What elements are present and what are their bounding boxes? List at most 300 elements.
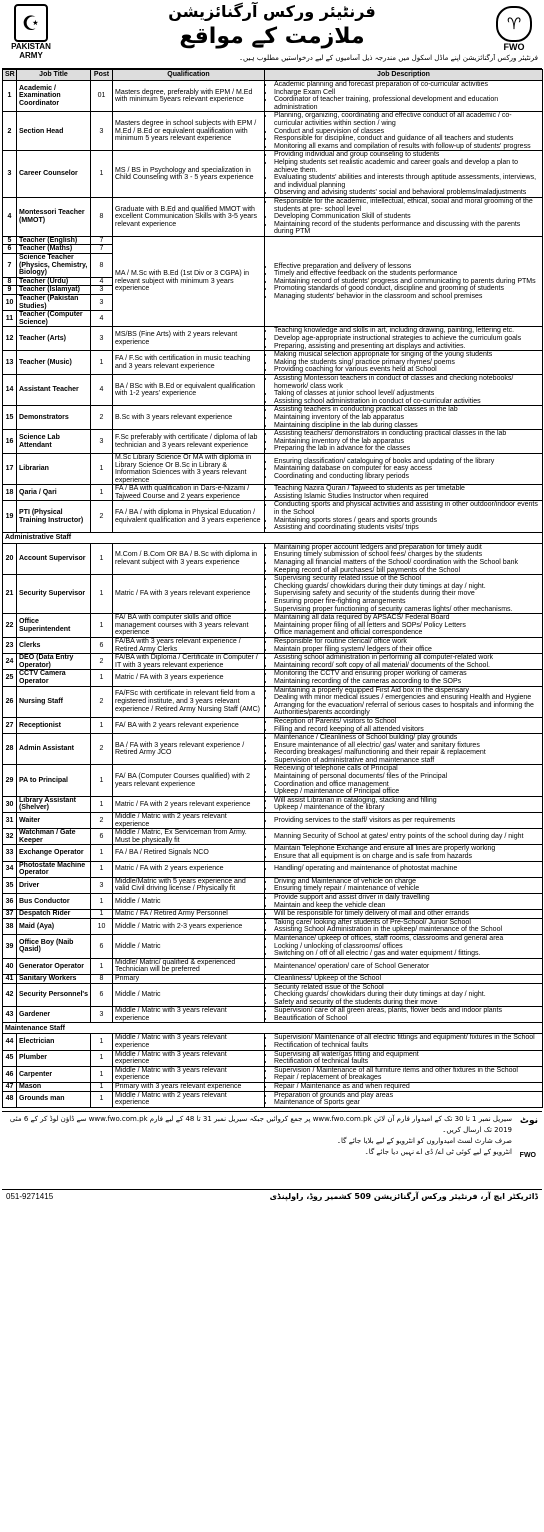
job-description-cell xyxy=(265,614,543,638)
job-title-cell: Mason xyxy=(17,1083,91,1092)
description-item: • Making musical selection appropriate for singing of the young students xyxy=(274,351,540,359)
sr-cell: 42 xyxy=(3,983,17,1007)
description-item: • Repair / replacement of breakages xyxy=(274,1074,540,1082)
job-description-cell xyxy=(265,197,543,236)
qualification-cell: Middle / Matric with 3 years relevant experience xyxy=(113,1034,265,1050)
note-label: نوٹ xyxy=(519,1115,538,1126)
description-item: • Timely and effective feedback on the students performance xyxy=(274,270,540,278)
description-list xyxy=(267,734,540,764)
description-item: • Assisting school administration in conduct of co-curricular activities xyxy=(274,398,540,406)
sr-cell: 31 xyxy=(3,813,17,829)
job-title-cell: Grounds man xyxy=(17,1091,91,1107)
description-item: • Recording breakages/ malfunctioning and their repair & replacement xyxy=(274,749,540,757)
description-item: • Driving and Maintenance of vehicle on charge xyxy=(274,878,540,886)
description-item: • Beautification of School xyxy=(274,1015,540,1023)
left-logo-caption: PAKISTAN ARMY xyxy=(11,42,51,60)
description-item: • Dealing with minor medical issues / emergencies and ensuring Health and Hygiene xyxy=(274,694,540,702)
qualification-cell: FA / BA / Retired Signals NCO xyxy=(113,845,265,861)
description-item: • Providing services to the staff/ visitors as per requirements xyxy=(274,817,540,825)
sr-cell: 38 xyxy=(3,918,17,934)
job-description-cell xyxy=(265,717,543,733)
table-row xyxy=(3,1050,543,1066)
sr-cell: 32 xyxy=(3,829,17,845)
table-row xyxy=(3,765,543,796)
job-title-cell: Section Head xyxy=(17,112,91,151)
job-description-cell xyxy=(265,1083,543,1092)
qualification-cell: M.Sc Library Science Or MA with diploma in Library Science Or B.Sc in Library & Information Sciences with 3 years relevant experience xyxy=(113,453,265,484)
post-count-cell: 6 xyxy=(91,934,113,958)
column-header: Job Description xyxy=(265,70,543,81)
description-item: • Conduct and supervision of classes xyxy=(274,128,540,136)
table-row xyxy=(3,1091,543,1107)
job-description-cell xyxy=(265,958,543,974)
job-title-cell: Assistant Teacher xyxy=(17,374,91,405)
job-description-cell xyxy=(265,406,543,430)
sr-cell: 5 xyxy=(3,236,17,245)
description-list xyxy=(267,833,540,841)
footer xyxy=(2,1111,542,1204)
description-list xyxy=(267,1034,540,1049)
sr-cell: 36 xyxy=(3,893,17,909)
pakistan-army-logo xyxy=(8,4,54,60)
sr-cell: 4 xyxy=(3,197,17,236)
description-item: • Ensure maintenance of all electric/ gas/ water and sanitary fixtures xyxy=(274,742,540,750)
description-list xyxy=(267,765,540,795)
description-item: • Security related issue of the School xyxy=(274,984,540,992)
description-item: • Ensuring classification/ cataloguing of books and updating of the library xyxy=(274,458,540,466)
table-row xyxy=(3,1034,543,1050)
description-item: • Providing individual and group counseling to students xyxy=(274,151,540,159)
description-item: • Supervision / Maintenance of all furniture items and other fixtures in the School xyxy=(274,1067,540,1075)
description-item: • Responsible for the academic, intellectual, ethical, social and moral grooming of the students at pre- school level xyxy=(274,198,540,213)
table-row xyxy=(3,974,543,983)
table-row xyxy=(3,1083,543,1092)
description-list xyxy=(267,654,540,669)
sr-cell: 8 xyxy=(3,277,17,286)
note-item: سیریل نمبر 1 تا 30 تک کے امیدوار فارم آن لائن www.fwo.com.pk پر جمع کروائیں جبکہ سیریل نمبر 31 تا 48 کے لیے فارم www.fwo.com.pk سے ڈاؤن لوڈ کر کے 6 مئی 2019 تک ارسال کریں۔ xyxy=(9,1114,512,1134)
job-title-cell: Career Counselor xyxy=(17,151,91,198)
job-description-cell xyxy=(265,934,543,958)
description-item: • Keeping record of all purchases/ bill payments of the School xyxy=(274,567,540,575)
post-count-cell: 01 xyxy=(91,81,113,112)
description-list xyxy=(267,544,540,574)
sr-cell: 39 xyxy=(3,934,17,958)
table-row xyxy=(3,351,543,375)
description-item: • Maintain proper filing system/ ledgers of their office xyxy=(274,646,540,654)
job-description-cell xyxy=(265,1034,543,1050)
qualification-cell: Primary with 3 years relevant experience xyxy=(113,1083,265,1092)
description-item: • Maintenance/ operation/ care of School Generator xyxy=(274,963,540,971)
job-description-cell xyxy=(265,236,543,327)
description-item: • Supervision of administrative and maintenance staff xyxy=(274,757,540,765)
description-item: • Ensuring timely repair / maintenance of vehicle xyxy=(274,885,540,893)
description-item: • Monitoring the CCTV and ensuring proper working of cameras xyxy=(274,670,540,678)
job-description-cell xyxy=(265,845,543,861)
job-title-cell: Nursing Staff xyxy=(17,686,91,717)
description-item: • Ensuring proper fire-fighting arrangements xyxy=(274,598,540,606)
job-title-cell: Clerks xyxy=(17,637,91,653)
qualification-cell: Graduate with B.Ed and qualified MMOT with excellent Communication Skills with 3-5 years relevant experience xyxy=(113,197,265,236)
section-heading: Maintenance Staff xyxy=(3,1023,543,1034)
job-title-cell: Teacher (Islamyat) xyxy=(17,286,91,295)
table-row xyxy=(3,861,543,877)
description-item: • Managing students' behavior in the classroom and school premises xyxy=(274,293,540,301)
sr-cell: 26 xyxy=(3,686,17,717)
post-count-cell: 3 xyxy=(91,430,113,454)
description-list xyxy=(267,351,540,374)
job-description-cell xyxy=(265,1066,543,1082)
sr-cell: 47 xyxy=(3,1083,17,1092)
job-description-cell xyxy=(265,686,543,717)
sr-cell: 28 xyxy=(3,734,17,765)
post-count-cell: 1 xyxy=(91,670,113,686)
description-item: • Assisting teachers/ demonstrators in conducting practical classes in the lab xyxy=(274,430,540,438)
job-description-cell xyxy=(265,670,543,686)
description-item: • Locking / unlocking of classrooms/ offices xyxy=(274,943,540,951)
description-item: • Filling and record keeping of all attended visitors xyxy=(274,726,540,734)
job-title-cell: PTI (Physical Training Instructor) xyxy=(17,501,91,532)
description-item: • Managing all financial matters of the School/ coordination with the School bank xyxy=(274,559,540,567)
description-item: • Supervising security related issue of the School xyxy=(274,575,540,583)
job-description-cell xyxy=(265,893,543,909)
post-count-cell: 8 xyxy=(91,254,113,278)
sr-cell: 41 xyxy=(3,974,17,983)
column-header: Post xyxy=(91,70,113,81)
section-heading: Administrative Staff xyxy=(3,532,543,543)
job-description-cell xyxy=(265,430,543,454)
description-item: • Developing Communication Skill of students xyxy=(274,213,540,221)
job-description-cell xyxy=(265,974,543,983)
table-row xyxy=(3,81,543,112)
description-item: • Coordination and office management xyxy=(274,781,540,789)
description-list xyxy=(267,263,540,301)
table-row xyxy=(3,406,543,430)
table-row xyxy=(3,796,543,812)
job-description-cell xyxy=(265,1050,543,1066)
description-item: • Incharge Exam Cell xyxy=(274,89,540,97)
table-row xyxy=(3,893,543,909)
post-count-cell: 6 xyxy=(91,637,113,653)
description-item: • Maintaining recording of the cameras according to the SOPs xyxy=(274,678,540,686)
sr-cell: 16 xyxy=(3,430,17,454)
post-count-cell: 1 xyxy=(91,845,113,861)
description-list xyxy=(267,1067,540,1082)
job-title-cell: Admin Assistant xyxy=(17,734,91,765)
qualification-cell: M.Com / B.Com OR BA / B.Sc with diploma in relevant subject with 3 years experience xyxy=(113,543,265,574)
post-count-cell: 2 xyxy=(91,406,113,430)
job-title-cell: Receptionist xyxy=(17,717,91,733)
address: ڈائریکٹر ایچ آر، فرنٹیئر ورکس آرگنائزیشن 509 کشمیر روڈ، راولپنڈی xyxy=(269,1192,538,1202)
sr-cell: 19 xyxy=(3,501,17,532)
table-row xyxy=(3,958,543,974)
organization-name: فرنٹیئر ورکس آرگنائزیشن xyxy=(168,2,376,21)
job-title-cell: Science Teacher (Physics, Chemistry, Biology) xyxy=(17,254,91,278)
description-item: • Responsible for discipline, conduct and guidance of all teachers and students xyxy=(274,135,540,143)
post-count-cell: 1 xyxy=(91,453,113,484)
description-list xyxy=(267,151,540,197)
header xyxy=(2,0,542,69)
description-item: • Repair / Maintenance as and when required xyxy=(274,1083,540,1091)
fwo-logo xyxy=(494,6,534,52)
description-item: • Manning Security of School at gates/ entry points of the school during day / night xyxy=(274,833,540,841)
qualification-cell: Masters degree in school subjects with EPM / M.Ed / B.Ed or equivalent qualification with minimum 5 years relevant experience xyxy=(113,112,265,151)
description-list xyxy=(267,984,540,1007)
job-title-cell: Librarian xyxy=(17,453,91,484)
table-row xyxy=(3,686,543,717)
sr-cell: 9 xyxy=(3,286,17,295)
post-count-cell: 1 xyxy=(91,351,113,375)
description-list xyxy=(267,817,540,825)
description-item: • Preparing, assisting and presenting art displays and activities. xyxy=(274,343,540,351)
description-item: • Reception of Parents/ visitors to School xyxy=(274,718,540,726)
post-count-cell: 3 xyxy=(91,327,113,351)
description-item: • Helping students set realistic academic and career goals and develop a plan to achieve them. xyxy=(274,159,540,174)
table-row xyxy=(3,813,543,829)
post-count-cell: 3 xyxy=(91,1007,113,1023)
post-count-cell: 1 xyxy=(91,893,113,909)
qualification-cell: Middle / Matric with 3 years relevant experience xyxy=(113,1066,265,1082)
sr-cell: 23 xyxy=(3,637,17,653)
table-row xyxy=(3,934,543,958)
contact-bar xyxy=(2,1189,542,1204)
description-item: • Maintenance of Sports gear xyxy=(274,1099,540,1107)
post-count-cell: 1 xyxy=(91,1066,113,1082)
qualification-cell: Middle / Matric with 2 years relevant experience xyxy=(113,1091,265,1107)
qualification-cell: BA / FA with 3 years relevant experience / Retired Army JCO xyxy=(113,734,265,765)
job-title-cell: Driver xyxy=(17,877,91,893)
description-item: • Safety and security of the students during their move xyxy=(274,999,540,1007)
description-item: • Rectification of technical faults xyxy=(274,1042,540,1050)
notes xyxy=(2,1112,542,1158)
post-count-cell: 1 xyxy=(91,717,113,733)
sr-cell: 17 xyxy=(3,453,17,484)
post-count-cell: 6 xyxy=(91,983,113,1007)
sr-cell: 6 xyxy=(3,245,17,254)
sr-cell: 12 xyxy=(3,327,17,351)
table-row xyxy=(3,829,543,845)
job-description-cell xyxy=(265,918,543,934)
description-item: • Taking of classes at junior school level/ adjustments xyxy=(274,390,540,398)
note-item: انٹرویو کے لیے کوئی ٹی اے/ ڈی اے نہیں دیا جائے گا۔ xyxy=(364,1147,512,1156)
description-item: • Maintenance / Cleanliness of School building/ play grounds xyxy=(274,734,540,742)
description-list xyxy=(267,1083,540,1091)
post-count-cell: 8 xyxy=(91,197,113,236)
post-count-cell: 4 xyxy=(91,374,113,405)
description-item: • Preparing the lab in advance for the classes xyxy=(274,445,540,453)
table-row xyxy=(3,575,543,614)
post-count-cell: 10 xyxy=(91,918,113,934)
qualification-cell: FA/BA with Diploma / Certificate in Computer / IT with 3 years relevant experience xyxy=(113,654,265,670)
description-item: • Supervision/ Maintenance of all electric fittings and equipment/ fixtures in the School xyxy=(274,1034,540,1042)
job-title-cell: PA to Principal xyxy=(17,765,91,796)
description-list xyxy=(267,975,540,983)
qualification-cell: B.Sc with 3 years relevant experience xyxy=(113,406,265,430)
post-count-cell: 7 xyxy=(91,236,113,245)
sr-cell: 30 xyxy=(3,796,17,812)
job-title-cell: DEO (Data Entry Operator) xyxy=(17,654,91,670)
job-description-cell xyxy=(265,861,543,877)
post-count-cell: 3 xyxy=(91,286,113,295)
job-description-cell xyxy=(265,501,543,532)
table-row xyxy=(3,717,543,733)
qualification-cell: FA / BA / with diploma in Physical Education / equivalent qualification and 3 years experience xyxy=(113,501,265,532)
description-item: • Maintain and keep the vehicle clean xyxy=(274,902,540,910)
description-list xyxy=(267,718,540,733)
description-list xyxy=(267,919,540,934)
description-item: • Maintaining proper filing of all letters and SOPs/ Policy Letters xyxy=(274,622,540,630)
description-item: • Maintaining inventory of the lab apparatus xyxy=(274,438,540,446)
sr-cell: 46 xyxy=(3,1066,17,1082)
column-header: Job Title xyxy=(17,70,91,81)
description-item: • Supervising proper functioning of security cameras lights/ other mechanisms. xyxy=(274,606,540,614)
sr-cell: 34 xyxy=(3,861,17,877)
description-list xyxy=(267,878,540,893)
sr-cell: 27 xyxy=(3,717,17,733)
job-rows xyxy=(3,81,543,1108)
description-item: • Assisting teachers in conducting practical classes in the lab xyxy=(274,406,540,414)
column-header: SR xyxy=(3,70,17,81)
post-count-cell: 3 xyxy=(91,877,113,893)
job-title-cell: Academic / Examination Coordinator xyxy=(17,81,91,112)
qualification-cell: MS / BS in Psychology and specialization in Child Counseling with 3 - 5 years experience xyxy=(113,151,265,198)
qualification-cell: Middle / Matric with 2 years relevant experience xyxy=(113,813,265,829)
job-description-cell xyxy=(265,351,543,375)
description-item: • Maintaining record/ soft copy of all material/ documents of the School. xyxy=(274,662,540,670)
job-description-cell xyxy=(265,453,543,484)
table-row xyxy=(3,1007,543,1023)
description-item: • Supervising safety and security of the students during their move xyxy=(274,590,540,598)
post-count-cell: 1 xyxy=(91,485,113,501)
sr-cell: 37 xyxy=(3,910,17,919)
description-item: • Assisting Montessori teachers in conduct of classes and checking notebooks/ homework/ class work xyxy=(274,375,540,390)
description-item: • Teaching knowledge and skills in art, including drawing, painting, lettering etc. xyxy=(274,327,540,335)
description-item: • Will be responsible for timely delivery of mail and other errands xyxy=(274,910,540,918)
description-item: • Maintaining record of the students performance and discussing with the parents during PTM xyxy=(274,221,540,236)
job-title-cell: Teacher (Arts) xyxy=(17,327,91,351)
sr-cell: 35 xyxy=(3,877,17,893)
job-title-cell: Watchman / Gate Keeper xyxy=(17,829,91,845)
job-description-cell xyxy=(265,374,543,405)
post-count-cell: 7 xyxy=(91,245,113,254)
description-item: • Maintaining of personal documents/ files of the Principal xyxy=(274,773,540,781)
post-count-cell: 2 xyxy=(91,734,113,765)
qualification-cell: FA/BA with 3 years relevant experience / Retired Army Clerks xyxy=(113,637,265,653)
description-item: • Ensure that all equipment is on charge and is safe from hazards xyxy=(274,853,540,861)
description-item: • Arranging for the evacuation/ referral of serious cases to hospitals and informing the Authorities/parents accordingly xyxy=(274,702,540,717)
job-title-cell: Security Personnel's xyxy=(17,983,91,1007)
qualification-cell: Masters degree, preferably with EPM / M.Ed with minimum 5years relevant experience xyxy=(113,81,265,112)
job-description-cell xyxy=(265,575,543,614)
description-item: • Effective preparation and delivery of lessons xyxy=(274,263,540,271)
post-count-cell: 1 xyxy=(91,1083,113,1092)
description-list xyxy=(267,845,540,860)
sr-cell: 20 xyxy=(3,543,17,574)
table-row xyxy=(3,197,543,236)
description-list xyxy=(267,375,540,405)
qualification-cell: Middle/Matric with 5 years experience and valid Civil driving license / Physically fit xyxy=(113,877,265,893)
sr-cell: 10 xyxy=(3,295,17,311)
description-item: • Maintenance/ upkeep of offices, staff rooms, classrooms and general area xyxy=(274,935,540,943)
qualification-cell: Matric / FA / Retired Army Personnel xyxy=(113,910,265,919)
sr-cell: 22 xyxy=(3,614,17,638)
post-count-cell: 4 xyxy=(91,311,113,327)
job-title-cell: Account Supervisor xyxy=(17,543,91,574)
table-row xyxy=(3,453,543,484)
description-item: • Assisting School Administration in the upkeep/ maintenance of the School xyxy=(274,926,540,934)
crescent-star-icon: ☪ xyxy=(14,4,48,42)
description-item: • Preparation of grounds and play areas xyxy=(274,1092,540,1100)
qualification-cell: Matric / FA with 3 years relevant experience xyxy=(113,575,265,614)
phone-number: 051-9271415 xyxy=(6,1192,54,1202)
description-item: • Maintaining a properly equipped First Aid box in the dispensary xyxy=(274,687,540,695)
post-count-cell: 1 xyxy=(91,575,113,614)
description-item: • Ensuring timely submission of school fees/ charges by the students xyxy=(274,551,540,559)
description-item: • Office management and official correspondence xyxy=(274,629,540,637)
job-title-cell: Office Superintendent xyxy=(17,614,91,638)
table-row xyxy=(3,637,543,653)
description-item: • Promoting standards of good conduct, discipline and grooming of students xyxy=(274,285,540,293)
sr-cell: 45 xyxy=(3,1050,17,1066)
description-list xyxy=(267,485,540,500)
table-header-row xyxy=(3,70,543,81)
description-item: • Evaluating students' abilities and interests through aptitude assessments, interviews, and individual planning xyxy=(274,174,540,189)
description-item: • Monitoring all exams and compilation of results with follow-up of students' progress xyxy=(274,143,540,151)
job-description-cell xyxy=(265,654,543,670)
table-row xyxy=(3,1066,543,1082)
description-item: • Taking care/ looking after students of Pre-School/ Junior School xyxy=(274,919,540,927)
sr-cell: 15 xyxy=(3,406,17,430)
post-count-cell: 1 xyxy=(91,1050,113,1066)
description-list xyxy=(267,1007,540,1022)
table-row xyxy=(3,501,543,532)
table-row xyxy=(3,543,543,574)
right-logo-caption: FWO xyxy=(503,42,525,52)
page-title: ملازمت کے مواقع xyxy=(179,24,365,49)
fwo-small-logo: FWO xyxy=(519,1151,536,1159)
column-header: Qualification xyxy=(113,70,265,81)
description-item: • Maintaining inventory of the lab apparatus xyxy=(274,414,540,422)
description-list xyxy=(267,406,540,429)
qualification-cell: FA / F.Sc with certification in music teaching and 3 years relevant experience xyxy=(113,351,265,375)
table-row xyxy=(3,327,543,351)
post-count-cell: 1 xyxy=(91,861,113,877)
sr-cell: 2 xyxy=(3,112,17,151)
sr-cell: 7 xyxy=(3,254,17,278)
post-count-cell: 1 xyxy=(91,958,113,974)
qualification-cell: Matric / FA with 3 years experience xyxy=(113,670,265,686)
description-list xyxy=(267,458,540,481)
description-item: • Maintaining database on computer for easy access xyxy=(274,465,540,473)
description-item: • Teaching Nazira Quran / Tajweed to students as per timetable xyxy=(274,485,540,493)
post-count-cell: 1 xyxy=(91,910,113,919)
job-title-cell: Demonstrators xyxy=(17,406,91,430)
post-count-cell: 1 xyxy=(91,796,113,812)
qualification-cell: Middle / Matric with 3 years relevant experience xyxy=(113,1007,265,1023)
job-title-cell: Teacher (Computer Science) xyxy=(17,311,91,327)
description-item: • Responsible for routine clerical/ office work xyxy=(274,638,540,646)
job-title-cell: Teacher (Pakistan Studies) xyxy=(17,295,91,311)
qualification-cell: Middle / Matric with 2-3 years experience xyxy=(113,918,265,934)
description-list xyxy=(267,638,540,653)
table-row xyxy=(3,910,543,919)
description-item: • Planning, organizing, coordinating and effective conduct of all academic / co-curricular activities within section / wing xyxy=(274,112,540,127)
description-list xyxy=(267,112,540,150)
job-description-cell xyxy=(265,877,543,893)
table-row xyxy=(3,734,543,765)
post-count-cell: 8 xyxy=(91,974,113,983)
description-item: • Rectification of technical faults xyxy=(274,1058,540,1066)
description-list xyxy=(267,575,540,613)
